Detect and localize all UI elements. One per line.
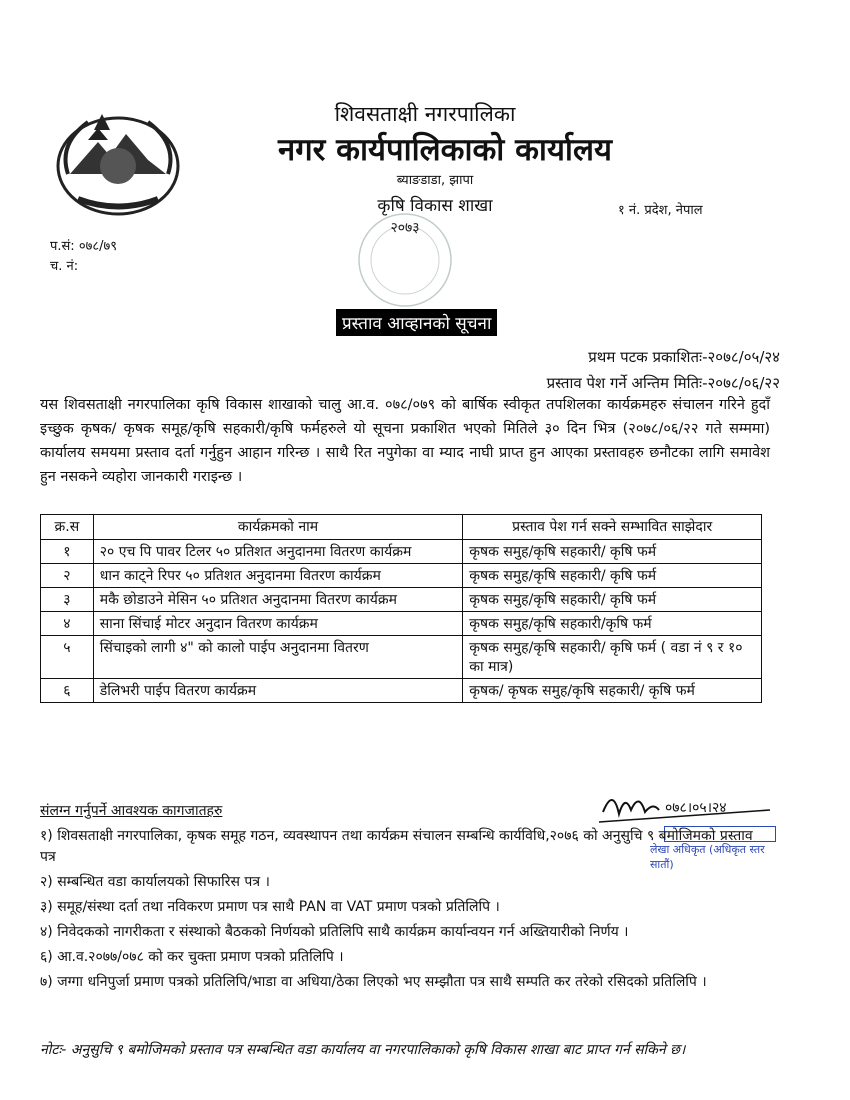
list-item: २) सम्बन्धित वडा कार्यालयको सिफारिस पत्र । <box>40 874 270 890</box>
intro-paragraph: यस शिवसताक्षी नगरपालिका कृषि विकास शाखाको चालु आ.व. ०७८/०७९ को बार्षिक स्वीकृत तपशिलका कार्यक्रमहरु संचालन गरिने हुदाँ इच्छुक कृषक/ कृषक समूह/कृषि सहकारी/कृषि फर्महरुले यो सूचना प्रकाशित भएको मितिले ३० दिन भित्र (२०७८/०६/२२ गते सम्ममा) कार्यालय समयमा प्रस्ताव दर्ता गर्नुहुन आहान गरिन्छ । साथै रित नपुगेका वा म्याद नाघी प्राप्त हुन आएका प्रस्तावहरु छनौटका लागि समावेश हुन नसकने व्यहोरा जानकारी गराइन्छ । <box>40 397 770 485</box>
list-item: ७) जग्गा धनिपुर्जा प्रमाण पत्रको प्रतिलिपि/भाडा वा अधिया/ठेका लिएको भए सम्झौता पत्र साथै सम्पति कर तरेको रसिदको प्रतिलिपि । <box>40 974 707 990</box>
cell-sn: ४ <box>41 612 94 636</box>
table-row <box>41 588 762 612</box>
submission-deadline: प्रस्ताव पेश गर्ने अन्तिम मितिः-२०७८/०६/२२ <box>546 374 780 392</box>
col-header-program: कार्यक्रमको नाम <box>93 515 463 540</box>
program-table <box>40 514 762 703</box>
municipality-name: शिवसताक्षी नगरपालिका <box>334 102 516 126</box>
cell-partner: कृषक समुह/कृषि सहकारी/ कृषि फर्म ( वडा नं ९ र १० का मात्र) <box>463 636 762 679</box>
first-published-date: प्रथम पटक प्रकाशितः-२०७८/०५/२४ <box>588 348 780 366</box>
cell-partner: कृषक/ कृषक समुह/कृषि सहकारी/ कृषि फर्म <box>463 679 762 703</box>
cell-partner: कृषक समुह/कृषि सहकारी/ कृषि फर्म <box>463 588 762 612</box>
list-item: ३) समूह/संस्था दर्ता तथा नविकरण प्रमाण पत्र साथै PAN वा VAT प्रमाण पत्रको प्रतिलिपि । <box>40 899 500 915</box>
signature <box>595 782 775 832</box>
cell-program: डेलिभरी पाईप वितरण कार्यक्रम <box>93 679 463 703</box>
cell-program: २० एच पि पावर टिलर ५० प्रतिशत अनुदानमा वितरण कार्यक्रम <box>93 540 463 564</box>
reference-number: प.सं: ०७८/७९ <box>50 239 117 254</box>
dispatch-number: च. नं: <box>50 259 79 274</box>
officer-stamp-text: लेखा अधिकृत (अधिकृत स्तर सातौं) <box>650 843 765 871</box>
table-row <box>41 612 762 636</box>
col-header-partner: प्रस्ताव पेश गर्न सक्ने सम्भावित साझेदार <box>463 515 762 540</box>
table-row <box>41 540 762 564</box>
cell-partner: कृषक समुह/कृषि सहकारी/कृषि फर्म <box>463 612 762 636</box>
cell-sn: ५ <box>41 636 94 679</box>
table-row <box>41 564 762 588</box>
list-item: ६) आ.व.२०७७/०७८ को कर चुक्ता प्रमाण पत्रको प्रतिलिपि । <box>40 949 344 965</box>
cell-sn: ६ <box>41 679 94 703</box>
col-header-sn: क्र.स <box>41 515 94 540</box>
table-row <box>41 679 762 703</box>
list-item: ४) निवेदकको नागरीकता र संस्थाको बैठकको निर्णयको प्रतिलिपि साथै कार्यक्रम कार्यान्वयन गर्न अख्तियारीको निर्णय । <box>40 924 629 940</box>
cell-partner: कृषक समुह/कृषि सहकारी/ कृषि फर्म <box>463 540 762 564</box>
attachments-title: संलग्न गर्नुपर्ने आवश्यक कागजातहरु <box>40 803 223 819</box>
office-address: ब्याङडाडा, झापा <box>396 173 474 188</box>
cell-program: सिंचाइको लागी ४" को कालो पाईप अनुदानमा वितरण <box>93 636 463 679</box>
province-label: १ नं. प्रदेश, नेपाल <box>618 203 703 218</box>
table-row <box>41 636 762 679</box>
list-item: १) शिवसताक्षी नगरपालिका, कृषक समूह गठन, व्यवस्थापन तथा कार्यक्रम संचालन सम्बन्धि कार्यविधि,२०७६ को अनुसुचि ९ बमोजिमको प्रस्ताव पत्र <box>40 828 753 865</box>
office-seal-stamp <box>345 200 465 310</box>
table-header-row <box>41 515 762 540</box>
attachments-list <box>40 826 770 997</box>
cell-partner: कृषक समुह/कृषि सहकारी/ कृषि फर्म <box>463 564 762 588</box>
cell-program: साना सिंचाई मोटर अनुदान वितरण कार्यक्रम <box>93 612 463 636</box>
branch-name: कृषि विकास शाखा <box>377 196 493 216</box>
cell-program: धान काट्ने रिपर ५० प्रतिशत अनुदानमा वितरण कार्यक्रम <box>93 564 463 588</box>
stamp-year: २०७३ <box>390 220 420 236</box>
notice-title: प्रस्ताव आव्हानको सूचना <box>336 309 497 336</box>
cell-program: मकै छोडाउने मेसिन ५० प्रतिशत अनुदानमा वितरण कार्यक्रम <box>93 588 463 612</box>
cell-sn: ३ <box>41 588 94 612</box>
signature-date: ०७८।०५।२४ <box>665 800 727 816</box>
office-name: नगर कार्यपालिकाको कार्यालय <box>278 132 612 168</box>
cell-sn: २ <box>41 564 94 588</box>
footer-note: नोटः- अनुसुचि ९ बमोजिमको प्रस्ताव पत्र सम्बन्धित वडा कार्यालय वा नगरपालिकाको कृषि विकास शाखा बाट प्राप्त गर्न सकिने छ। <box>40 1042 686 1058</box>
cell-sn: १ <box>41 540 94 564</box>
